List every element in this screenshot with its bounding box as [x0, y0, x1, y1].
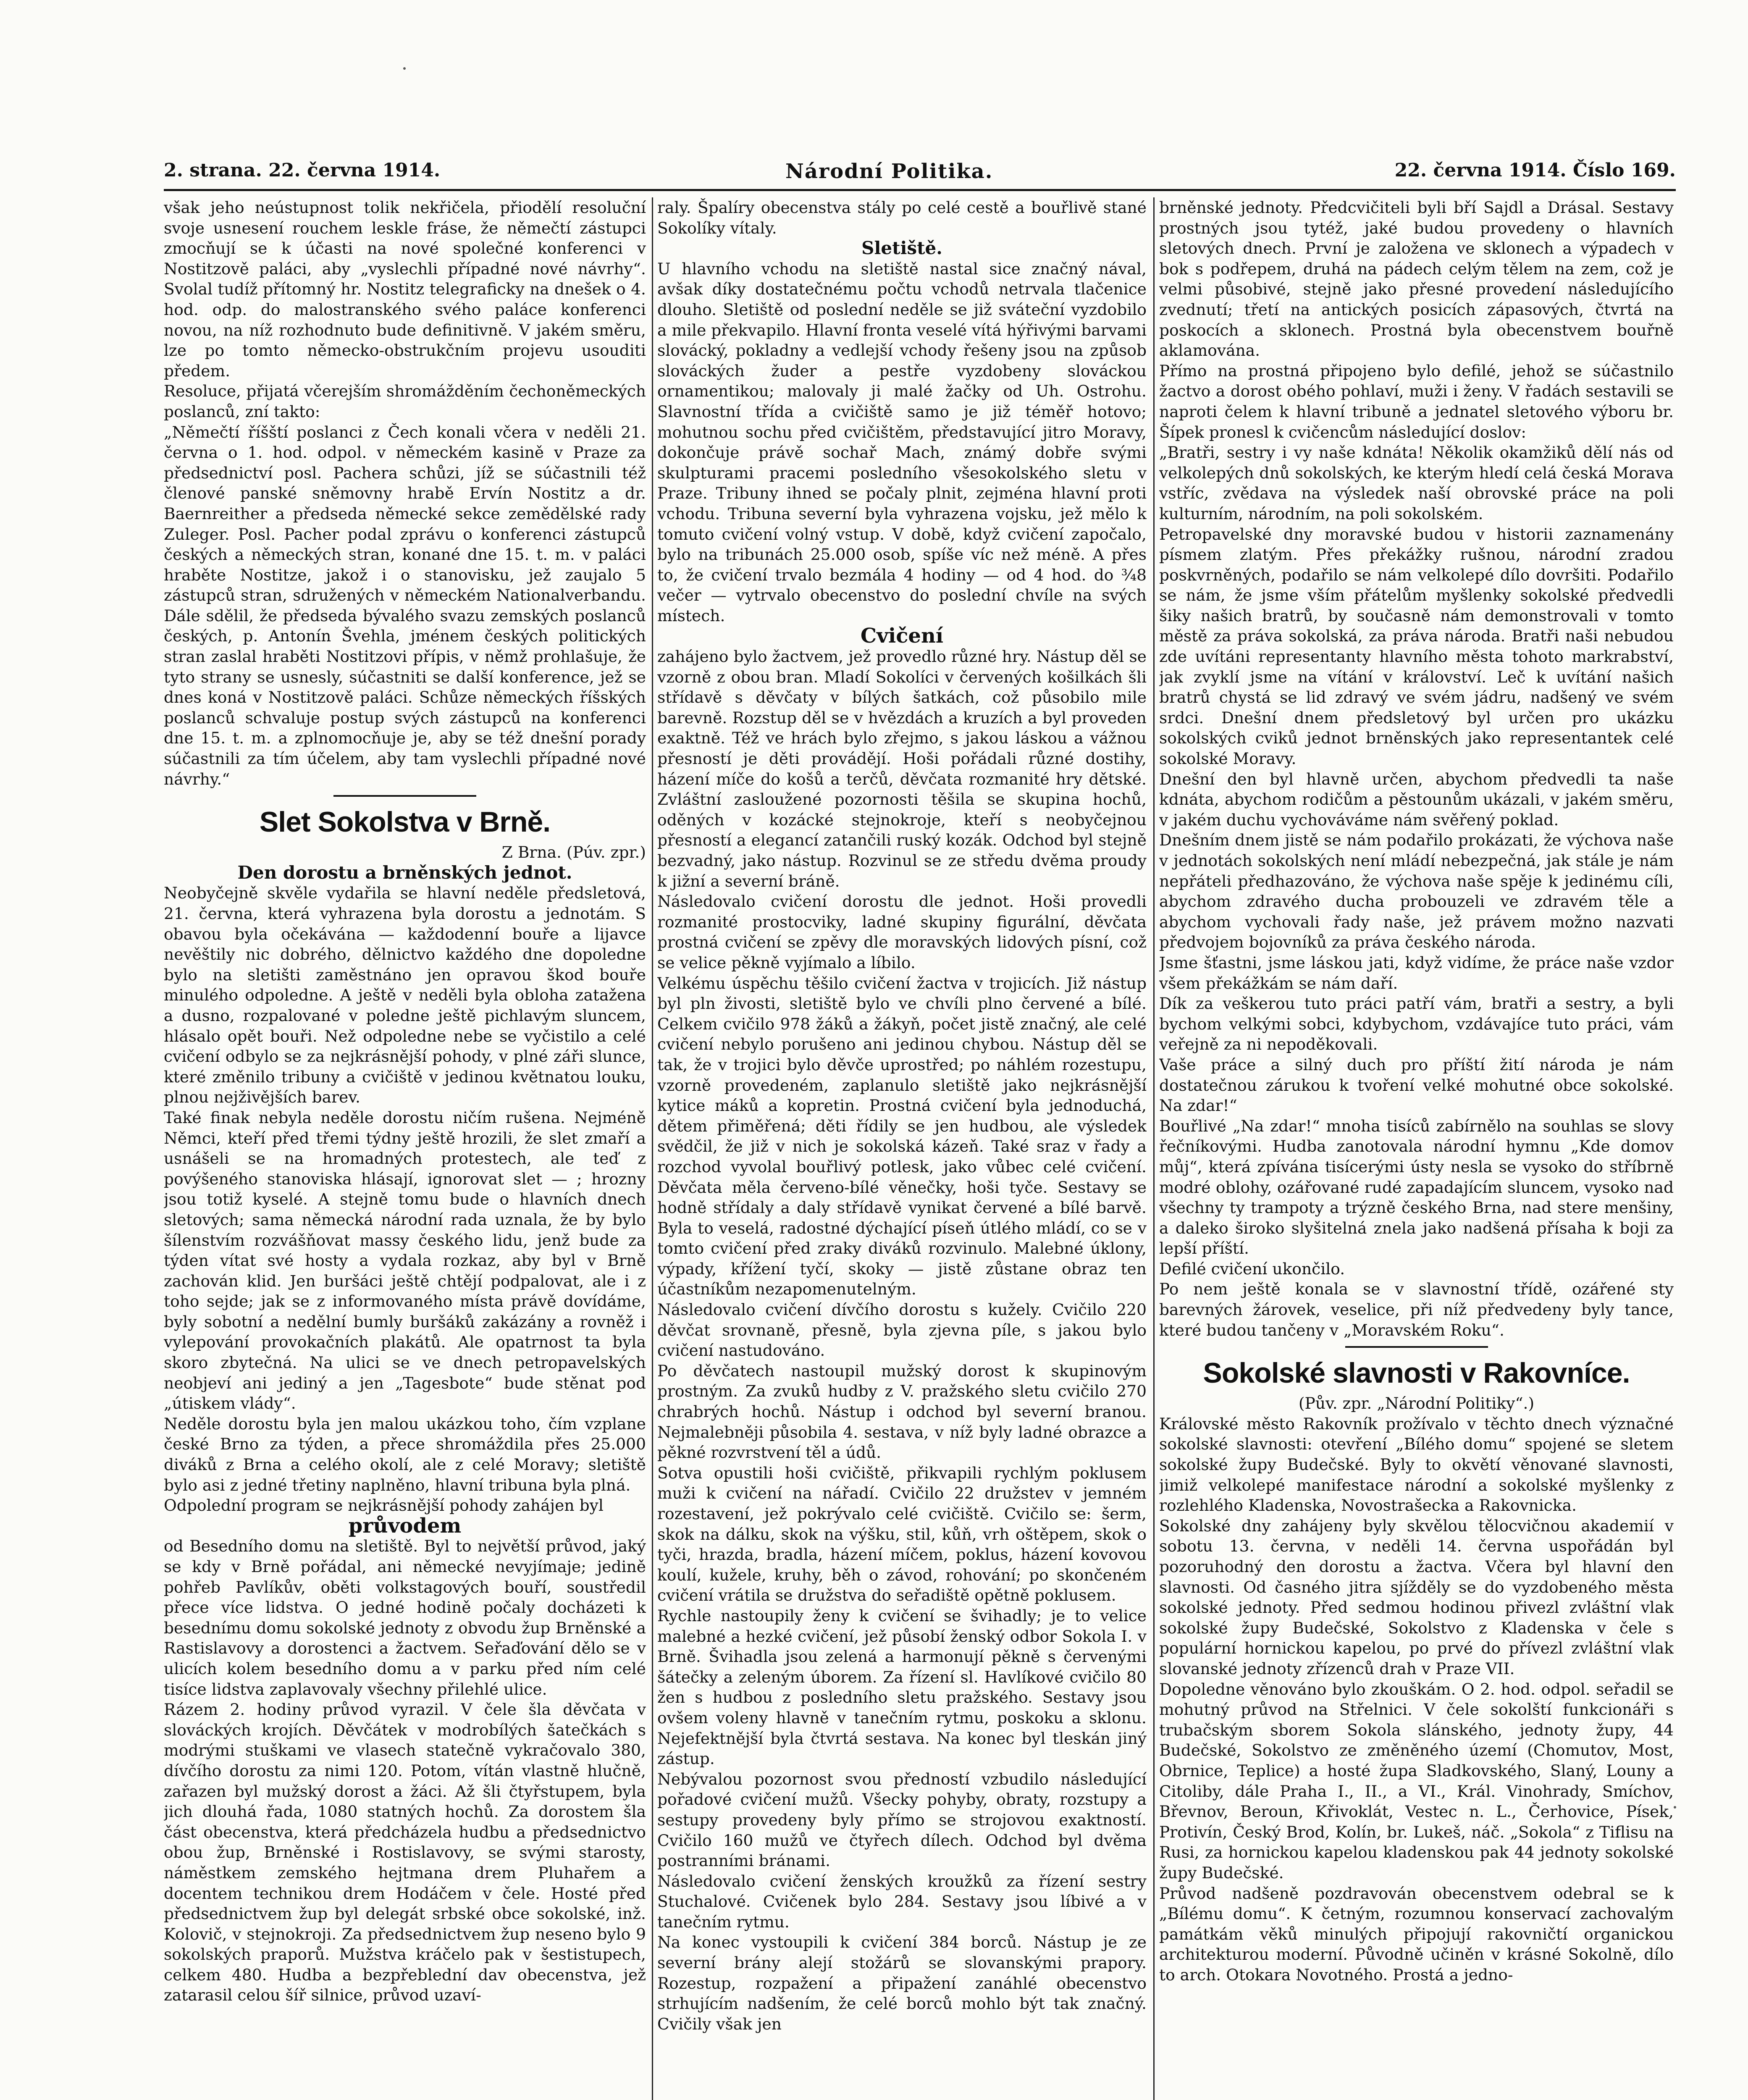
article-paragraph: Defilé cvičení ukončilo.: [1159, 1259, 1345, 1278]
header-rule: [164, 189, 1676, 191]
article-paragraph: Neobyčejně skvěle vydařila se hlavní neděle předsletová, 21. června, která vyhrazena byla dorostu a jednotám. S obavou byla očekávána — každodenní bouře a lijavce nevěštily nic dobrého, dělnictvo každého dne dopoledne bylo na sletišti zaměstnáno jen opravou škod bouře minulého odpoledne. A ještě v neděli byla obloha zatažena a dusno, rozpalované v poledne ještě pichlavým sluncem, hlásalo opět bouři. Než odpoledne nebe se vyčistilo a celé cvičení odbylo se za nejkrásnější pohody, v plné záři slunce, které změnilo tribuny a cvičiště v jedinou květnatou louku, plnou nejživějších barev.: [164, 884, 646, 1107]
section-separator: [333, 795, 476, 797]
article-paragraph: Dík za veškerou tuto práci patří vám, bratři a sestry, a byli bychom velkými sobci, kdybychom, vzdávajíce tuto práci, vám veřejně za ni nepoděkovali.: [1159, 994, 1674, 1054]
header-page-date: 2. strana. 22. června 1914.: [164, 160, 441, 181]
article-paragraph: Dopoledne věnováno bylo zkouškám. O 2. hod. odpol. seřadil se mohutný průvod na Střelnici. V čele sokolští funkcionáři s trubačským sborem Sokola slánského, jednoty župy, 44 Budečské, Sokolstvo ze změněného území (Chomutov, Most, Obrnice, Teplice) a hosté župa Sladkovského, Slaný, Louny a Citoliby, dále Praha I., II., a VI., Král. Vinohrady, Smíchov, Břevnov, Beroun, Křivoklát, Vestec n. L., Čerhovice, Písek, Protivín, Český Brod, Kolín, br. Lukeš, náč. „Sokola“ z Tiflisu na Rusi, za hornickou kapelou kladenskou pak 44 jednoty sokolské župy Budečské.: [1159, 1680, 1674, 1882]
article-paragraph: Sotva opustili hoši cvičiště, přikvapili rychlým poklusem muži k cvičení na nářadí. Cvičilo 22 družstev v jemném rozestavení, jež pokrývalo celé cvičiště. Cvičilo se: šerm, skok na dálku, skok na výšku, stil, kůň, vrh oštěpem, skok o tyči, hrazda, bradla, házení míčem, poklus, házení kovovou koulí, kužele, kruhy, běh o závod, rohování; po skončeném cvičení vrátila se družstva do seřadiště opětně poklusem.: [657, 1463, 1147, 1605]
article-title: Slet Sokolstva v Brně.: [259, 806, 551, 838]
article-paragraph: Velkému úspěchu těšilo cvičení žactva v trojicích. Již nástup byl pln živosti, sletiště bylo ve chvíli plno červené a bílé. Celkem cvičilo 978 žáků a žákyň, počet jistě značný, ale celé cvičení nebylo porušeno ani jedinou chybou. Nástup děl se tak, že v trojici bylo děvče uprostřed; po náhlém rozestupu, vzorně provedeném, zaplanulo sletiště jako nejkrásnější kytice máků a kopretin. Prostná cvičení byla jednoduchá, dětem přiměřená; děti řídily se jen hudbou, ale výsledek svědčil, že již v nich je sokolská kázeň. Také sraz v řady a rozchod vyvolal bouřlivý potlesk, jako vůbec celé cvičení. Děvčata měla červeno-bílé věnečky, hoši tyče. Sestavy se hodně střídaly a daly střídavě vynikat červené a bílé barvě. Byla to veselá, radostné dýchající píseň útlého mládí, co se v tomto cvičení před zraky diváků rozvinulo. Malebné úklony, výpady, křížení tyčí, skoky — jistě zůstane obraz ten účastníkům nezapomenutelným.: [657, 974, 1147, 1299]
article-paragraph: Královské město Rakovník prožívalo v těchto dnech význačné sokolské slavnosti: otevření „Bílého domu“ spojené se sletem sokolské župy Budečské. Byly to okvětí věnované slavnosti, jimiž velkolepé manifestace národní a sokolské myšlenky z rozlehlého Kladenska, Novostrašecka a Rakovnicka.: [1159, 1414, 1674, 1515]
section-subhead: průvodem: [348, 1514, 462, 1538]
masthead-title: Národní Politika.: [785, 160, 993, 183]
article-paragraph: Následovalo cvičení dívčího dorostu s kužely. Cvičilo 220 děvčat srovnaně, přesně, byla zjevna píle, s jakou bylo cvičení nastudováno.: [657, 1300, 1147, 1360]
article-title: Sokolské slavnosti v Rakovníce.: [1203, 1357, 1630, 1389]
article-paragraph: od Besedního domu na sletiště. Byl to největší průvod, jaký se kdy v Brně pořádal, ani německé nevyjímaje; jedině pohřeb Pavlíkův, oběti volkstagových bouří, soustředil přece více lidstva. O jedné hodině počaly docházeti k besednímu domu sokolské jednoty z obvodu žup Brněnské a Rastislavovy a dorostenci a žactvem. Seřaďování dělo se v ulicích kolem besedního domu a v parku před ním celé tisíce lidstva zaplavovaly všechny přilehlé ulice.: [164, 1537, 646, 1698]
article-paragraph: Jsme šťastni, jsme láskou jati, když vidíme, že práce naše vzdor všem překážkám se nám daří.: [1159, 953, 1674, 992]
article-paragraph: Následovalo cvičení ženských kroužků za řízení sestry Stuchalové. Cvičenek bylo 284. Sestavy jsou líbivé a v tanečním rytmu.: [657, 1872, 1147, 1931]
article-paragraph: raly. Špalíry obecenstva stály po celé cestě a bouřlivě stané Sokolíky vítaly.: [657, 198, 1147, 237]
article-dateline: Z Brna. (Púv. zpr.): [501, 843, 646, 862]
section-separator: [1345, 1346, 1488, 1348]
article-paragraph: Rychle nastoupily ženy k cvičení se švihadly; je to velice malebné a hezké cvičení, jež působí ženský odbor Sokola I. v Brně. Švihadla jsou zelená a harmonují pěkně s červenými šátečky a zeleným úborem. Za řízení sl. Havlíkové cvičilo 80 žen s hudbou z posledního sletu pražského. Sestavy jsou ovšem voleny hlavně v tanečním rytmu, poskoku a sklonu. Nejefektnější byla čtvrtá sestava. Na konec byl tleskán jiný zástup.: [657, 1606, 1147, 1768]
article-paragraph: brněnské jednoty. Předcvičiteli byli bří Sajdl a Drásal. Sestavy prostných jsou tytéž, jaké budou provedeny o hlavních sletových dnech. První je založena ve sklonech a výpadech v bok s podřepem, druhá na pádech celým tělem na zem, což je velmi působivé, stejně jako přesné provedení následujícího zvednutí; třetí na antických posicích zápasových, čtvrtá na poskocích a sklonech. Prostná byla obecenstvem bouřně aklamována.: [1159, 198, 1674, 360]
section-subhead: Cvičení: [860, 624, 944, 648]
article-paragraph: však jeho neústupnost tolik nekřičela, přiodělí resoluční svoje usnesení rouchem leskle fráse, že němečtí zástupci zmocňují se k účasti na nové společné konferenci v Nostitzově paláci, aby „vyslechli případné nové návrhy“. Svolal tudíž přítomný hr. Nostitz telegraficky na dnešek o 4. hod. odp. do malostranského svého paláce konferenci novou, na níž rozhodnuto bude definitivně. V jakém směru, lze po tomto německo-obstrukčním projevu usouditi předem.: [164, 198, 646, 380]
column-divider-1: [652, 197, 653, 2100]
article-paragraph: zahájeno bylo žactvem, jež provedlo různé hry. Nástup děl se vzorně z obou bran. Mladí Sokolíci v červených košilkách šli střídavě s děvčaty v bílých šatkách, což působilo mile barevně. Rozstup děl se v hvězdách a kruzích a byl proveden exaktně. Též ve hrách bylo zřejmo, s jakou láskou a vážnou přesností je děti provádějí. Hoši pořádali různé dostihy, házení míče do košů a terčů, děvčata rozmanité hry dětské. Zvláštní zasloužené pozornosti těšila se skupina hochů, oděných v kozácké stejnokroje, kteří s neobyčejnou přesností a elegancí zatančili ruský kozák. Odchod byl stejně bezvadný, jako nástup. Rozvinul se ze středu dvěma proudy k jižní a severní bráně.: [657, 647, 1147, 890]
page-header: [164, 160, 1676, 189]
article-paragraph: Dnešním dnem jistě se nám podařilo prokázati, že výchova naše v jednotách sokolských není mládí nebezpečná, jak stále je nám nepřáteli předhazováno, že výchova naše spěje k jedinému cíli, abychom zdravého ducha probouzeli ve zdravém těle a abychom vychovali řady naše, jež právem možno nazvati předvojem bojovníků za práva českého národa.: [1159, 831, 1674, 952]
article-paragraph: „Bratři, sestry i vy naše kdnáta! Několik okamžiků dělí nás od velkolepých dnů sokolských, ke kterým hledí celá česká Morava vstříc, zvědava na výsledek naší obrovské práce na poli kulturním, národním, na poli sokolském.: [1159, 443, 1674, 523]
scan-speck: [403, 67, 406, 70]
article-paragraph: Průvod nadšeně pozdravován obecenstvem odebral se k „Bílému domu“. K četným, rozumnou konservací zachovalým památkám věků minulých připojují rakovničtí organickou architekturou moderní. Původně učiněn v krásné Sokolně, dílo to arch. Otokara Novotného. Prostá a jedno-: [1159, 1884, 1674, 1984]
article-source: (Pův. zpr. „Národní Politiky“.): [1298, 1394, 1535, 1413]
article-paragraph: Dnešní den byl hlavně určen, abychom předvedli ta naše kdnáta, abychom rodičům a pěstounům ukázali, v jakém směru, v jakém duchu vychováváme nám svěřený poklad.: [1159, 769, 1674, 829]
article-paragraph: Sokolské dny zahájeny byly skvělou tělocvičnou akademií v sobotu 13. června, v neděli 14. června uspořádán byl pozoruhodný den dorostu a žactva. Včera byl hlavní den slavnosti. Od časného jitra sjížděly se do vyzdobeného města sokolské jednoty. Před sedmou hodinou přivezl zvláštní vlak sokolské župy Budečské, Sokolstvo z Kladenska v čele s populární hornickou kapelou, po prvé do přívezl zvláštní vlak slovanské jednoty zřízenců drah v Praze VII.: [1159, 1516, 1674, 1678]
article-paragraph: Petropavelské dny moravské budou v historii zaznamenány písmem zlatým. Přes překážky rušnou, národní zradou poskvrněných, podařilo se nám velkolepé dílo dovršiti. Podařilo se nám, že jsme vším přátelům myšlenky sokolské předvedli šiky našich bratrů, by současně nám demonstrovali v tomto městě za práva sokolská, za práva národa. Bratři naši nebudou zde uvítáni representanty hlavního města tohoto markrabství, jak zvyklí jsme na vítání v království. Leč k uvítání našich bratrů chystá se lid zdravý ve svém jádru, nadšený ve svém srdci. Dnešní dnem předsletový byl určen pro ukázku sokolských cviků jednot brněnských jako representantek celé sokolské Moravy.: [1159, 525, 1674, 768]
article-paragraph: Resoluce, přijatá včerejším shromážděním čechoněmeckých poslanců, zní takto:: [164, 382, 646, 421]
article-quote: „Němečtí říšští poslanci z Čech konali včera v neděli 21. června o 1. hod. odpol. v německém kasině v Praze za předsednictví posl. Pachera schůzi, jíž se súčastnili též členové panské sněmovny hrabě Ervín Nostitz a dr. Baernreither a předseda německé sekce zemědělské rady Zuleger. Posl. Pacher podal zprávu o konferenci zástupců českých a německých stran, konané dne 15. t. m. v paláci hraběte Nostitze, jakož i o stanovisku, jež zaujalo 5 zástupců stran, sdružených v německém Nationalverbandu. Dále sdělil, že předseda bývalého svazu zemských poslanců českých, p. Antonín Švehla, jménem českých politických stran zaslal hraběti Nostitzovi přípis, v němž prohlašuje, že tyto strany se usnesly, súčastniti se další konference, jež se dnes koná v Nostitzově paláci. Schůze německých říšských poslanců schvaluje postup svých zástupců na konferenci dne 15. t. m. a zplnomocňuje je, aby se též dnešní porady súčastnili za tím účelem, aby tam vyslechli případné nové návrhy.“: [164, 423, 646, 788]
article-paragraph: Rázem 2. hodiny průvod vyrazil. V čele šla děvčata v slováckých krojích. Děvčátek v modrobílých šatečkách s modrými stuškami ve vlasech statečně vykračovalo 380, dívčího dorostu za nimi 120. Potom, vítán vlastně hlučně, zařazen byl mužský dorost a žáci. Až šli čtyřstupem, byla jich dlouhá řada, 1080 statných hochů. Za dorostem šla část obecenstva, která předcházela hudbu a předsednictvo obou žup, Brněnské i Rostislavovy, se svými starosty, náměstkem zemského hejtmana drem Pluhařem a docentem technikou drem Hodáčem v čele. Hosté před předsednictvem žup byl delegát srbské obce sokolské, inž. Kolovič, v stejnokroji. Za předsednictvem žup neseno bylo 9 sokolských praporů. Mužstva kráčelo pak v šestistupech, celkem 480. Hudba a bezpřeblední dav obecenstva, jež zatarasil celou šíř silnice, průvod uzaví-: [164, 1700, 646, 2005]
article-subhead: Den dorostu a brněnských jednot.: [237, 862, 572, 883]
article-paragraph: Nebývalou pozornost svou předností vzbudilo následující pořadové cvičení mužů. Všecky pohyby, obraty, rozstupy a sestupy provedeny byly přímo se strojovou exaktností. Cvičilo 160 mužů ve čtyřech dílech. Odchod byl dvěma postranními bránami.: [657, 1769, 1147, 1870]
article-paragraph: Na konec vystoupili k cvičení 384 borců. Nástup je ze severní brány alejí stožárů se slovanskými prapory. Rozestup, rozpažení a připažení zanáhlé obecenstvo strhujícím nadšením, že celé borců mohlo být tak značný. Cvičily však jen: [657, 1933, 1147, 2033]
article-paragraph: Také finak nebyla neděle dorostu ničím rušena. Nejméně Němci, kteří před třemi týdny ještě hrozili, že slet zmaří a usnášeli se na hromadných protestech, ale teď z povýšeného stanoviska hlásají, ignorovat slet — ; hrozny jsou totiž kyselé. A stejně tomu bude o hlavních dnech sletových; sama německá národní rada uznala, že by bylo šílenstvím rozvášňovat massy českého lidu, jenž bude za týden vítat své hosty a vydala rozkaz, aby byl v Brně zachován klid. Jen buršáci ještě chtějí podpalovat, ale i z toho sejde; jak se z informovaného místa právě dovídáme, byly sobotní a nedělní bumly buršáků zakázány a rovněž i vylepování provokačních plakátů. Ale opatrnost ta byla skoro zbytečná. Na ulici se ve dnech petropavelských neobjeví ani jediný a jen „Tagesbote“ bude stěnat pod „útiskem vlády“.: [164, 1108, 646, 1413]
article-paragraph: Odpolední program se nejkrásnější pohody zahájen byl: [164, 1496, 604, 1515]
article-paragraph: Po nem ještě konala se v slavnostní třídě, ozářené sty barevných žárovek, veselice, při níž předvedeny byly tance, které budou tančeny v „Moravském Roku“.: [1159, 1280, 1674, 1339]
article-paragraph: Po děvčatech nastoupil mužský dorost k skupinovým prostným. Za zvuků hudby z V. pražského sletu cvičilo 270 chrabrých hochů. Nástup i odchod byl severní branou. Nejmalebněji působila 4. sestava, v níž byly ladné obrazce a pěkné rozvrstvení těl a údů.: [657, 1361, 1147, 1462]
column-divider-2: [1153, 197, 1155, 2100]
article-paragraph: U hlavního vchodu na sletiště nastal sice značný nával, avšak díky dostatečnému počtu vchodů netrvala tlačenice dlouho. Sletiště od poslední neděle se již sváteční vyzdobilo a mile překvapilo. Hlavní fronta veselé vítá hýřivými barvami slovácký, pokladny a vedlejší vchody řešeny jsou na způsob slováckých žuder a pestře vyzdobeny slováckou ornamentikou; malovaly ji malé žačky od Uh. Ostrohu. Slavnostní třída a cvičiště samo je již téměř hotovo; mohutnou sochu před cvičištěm, představující jitro Moravy, dokončuje právě sochař Mach, známý dobře svými skulpturami pracemi posledního všesokolského sletu v Praze. Tribuny ihned se počaly plnit, zejména hlavní proti vchodu. Tribuna severní byla vyhrazena vojsku, jež mělo k tomuto cvičení volný vstup. V době, když cvičení započalo, bylo na tribunách 25.000 osob, spíše víc než méně. A přes to, že cvičení trvalo bezmála 4 hodiny — od 4 hod. do ¾8 večer — vytrvalo obecenstvo do poslední chvíle na svých místech.: [657, 259, 1147, 625]
column-2: [657, 197, 1147, 2100]
header-issue-number: 22. června 1914. Číslo 169.: [1394, 160, 1676, 181]
scan-speck: [1674, 1806, 1676, 1809]
article-paragraph: Následovalo cvičení dorostu dle jednot. Hoši provedli rozmanité prostocviky, ladné skupiny figurální, děvčata prostná cvičení se zpěvy dle moravských lidových písní, což se velice pěkně vyjímalo a líbilo.: [657, 892, 1147, 972]
article-paragraph: Přímo na prostná připojeno bylo defilé, jehož se súčastnilo žactvo a dorost obého pohlaví, muži i ženy. V řadách sestavili se naproti čelem k hlavní tribuně a jednatel sletového výboru br. Šípek pronesl k cvičencům následující doslov:: [1159, 361, 1674, 441]
article-paragraph: Neděle dorostu byla jen malou ukázkou toho, čím vzplane české Brno za týden, a přece shromáždila přes 25.000 diváků z Brna a celého okolí, ale z celé Moravy; sletiště bylo asi z jedné třetiny naplněno, hlavní tribuna byla plná.: [164, 1414, 646, 1494]
article-paragraph: Bouřlivé „Na zdar!“ mnoha tisíců zabírnělo na souhlas se slovy řečníkovými. Hudba zanotovala národní hymnu „Kde domov můj“, která zpívána tisícerými ústy nesla se vysoko do stříbrně modré oblohy, ozářované rudé zapadajícím sluncem, vysoko nad všechny ty trampoty a trýzně českého Brna, nad stere menšiny, a daleko široko slyšitelná znela jako nadšená přísaha k boji za lepší příští.: [1159, 1116, 1674, 1258]
article-paragraph: Vaše práce a silný duch pro příští žití národa je nám dostatečnou zárukou k tvoření velké mohutné obce sokolské. Na zdar!“: [1159, 1055, 1674, 1115]
column-1: [164, 197, 646, 2100]
column-3: [1159, 197, 1674, 2100]
section-subhead: Sletiště.: [861, 238, 942, 259]
